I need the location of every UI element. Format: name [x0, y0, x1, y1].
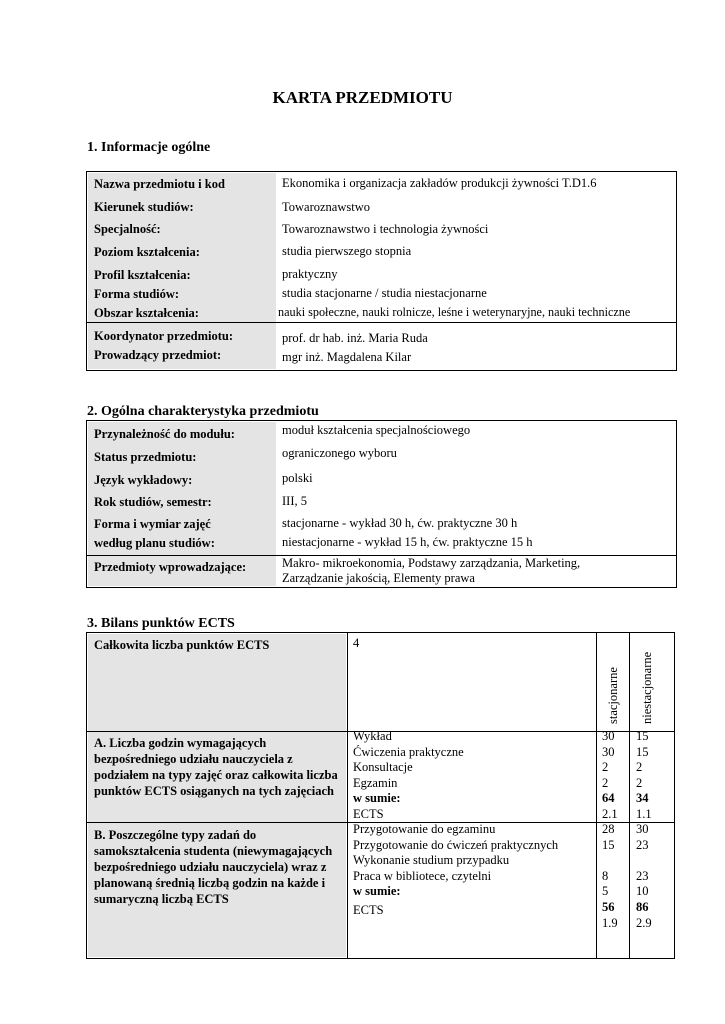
label-class-form: Forma i wymiar zajęć: [94, 517, 211, 531]
list-item: 23: [636, 837, 649, 852]
block-a-niestac: [636, 729, 652, 823]
list-item: 56: [602, 899, 615, 914]
value-prerequisites-2: Zarządzanie jakością, Elementy prawa: [282, 571, 475, 585]
value-course-name: Ekonomika i organizacja zakładów produkcji żywności T.D1.6: [282, 176, 597, 190]
list-item: Wykonanie studium przypadku: [353, 853, 510, 868]
block-a-items: [353, 729, 464, 823]
list-item: w sumie:: [353, 791, 401, 806]
value-total-ects: 4: [353, 636, 360, 650]
label-field: Kierunek studiów:: [94, 200, 194, 214]
label-study-plan: według planu studiów:: [94, 536, 215, 550]
value-coordinator: prof. dr hab. inż. Maria Ruda: [282, 331, 428, 345]
list-item: 2.9: [636, 915, 652, 930]
value-profile: praktyczny: [282, 267, 338, 281]
list-item: w sumie:: [353, 884, 401, 899]
list-item: Konsultacje: [353, 760, 413, 775]
label-module: Przynależność do modułu:: [94, 427, 235, 441]
label-area: Obszar kształcenia:: [94, 306, 199, 320]
list-item: 5: [602, 884, 609, 899]
value-level: studia pierwszego stopnia: [282, 244, 412, 258]
list-item: 86: [636, 899, 649, 914]
list-item: 15: [636, 744, 649, 759]
label-language: Język wykładowy:: [94, 473, 193, 487]
list-item: 28: [602, 822, 615, 836]
label-lecturer: Prowadzący przedmiot:: [94, 348, 222, 362]
header-stacjonarne: stacjonarne: [606, 667, 620, 724]
list-item: 2: [636, 775, 643, 790]
list-item: 15: [602, 837, 615, 852]
list-item: 64: [602, 791, 615, 806]
list-item: Praca w bibliotece, czytelni: [353, 868, 492, 883]
block-a-stac: [602, 729, 618, 823]
value-class-form-stac: stacjonarne - wykład 30 h, ćw. praktyczne 30 h: [282, 516, 518, 530]
section-2-heading: 2. Ogólna charakterystyka przedmiotu: [87, 404, 319, 419]
list-item: 30: [636, 822, 649, 836]
label-course-name: Nazwa przedmiotu i kod: [94, 177, 225, 191]
list-item: 2.1: [602, 806, 618, 821]
list-item: 2: [602, 760, 609, 775]
value-area: nauki społeczne, nauki rolnicze, leśne i weterynaryjne, nauki techniczne: [278, 305, 631, 319]
value-lecturer: mgr inż. Magdalena Kilar: [282, 350, 412, 364]
list-item: 1.1: [636, 806, 652, 821]
section-1-heading: 1. Informacje ogólne: [87, 140, 211, 155]
label-status: Status przedmiotu:: [94, 450, 197, 464]
list-item: 2: [636, 760, 643, 775]
list-item: Przygotowanie do ćwiczeń praktycznych: [353, 837, 559, 852]
document-title: KARTA PRZEDMIOTU: [272, 88, 453, 107]
value-status: ograniczonego wyboru: [282, 446, 397, 460]
list-item: Egzamin: [353, 775, 398, 790]
label-prerequisites: Przedmioty wprowadzające:: [94, 560, 247, 574]
list-item: Wykład: [353, 729, 392, 743]
list-item: 1.9: [602, 915, 618, 930]
list-item: Przygotowanie do egzaminu: [353, 822, 496, 836]
list-item: 15: [636, 729, 649, 743]
list-item: 30: [602, 729, 615, 743]
header-niestacjonarne: niestacjonarne: [640, 651, 654, 724]
list-item: 10: [636, 884, 649, 899]
block-b-stac: [602, 822, 618, 931]
label-specialty: Specjalność:: [94, 222, 161, 236]
label-block-b: B. Poszczególne typy zadań do samokształcenia studenta (niewymagających bezpośredniego udziału nauczyciela) wraz z planowaną średnią liczbą godzin na każde i sumaryczną liczbą ECTS: [94, 828, 333, 906]
value-field: Towaroznawstwo: [282, 200, 370, 214]
label-year: Rok studiów, semestr:: [94, 495, 212, 509]
label-total-ects: Całkowita liczba punktów ECTS: [94, 638, 270, 652]
list-item: Ćwiczenia praktyczne: [353, 744, 464, 759]
value-specialty: Towaroznawstwo i technologia żywności: [282, 222, 489, 236]
label-profile: Profil kształcenia:: [94, 268, 191, 282]
value-form: studia stacjonarne / studia niestacjonarne: [282, 286, 487, 300]
list-item: 2: [602, 775, 609, 790]
list-item: ECTS: [353, 902, 384, 917]
label-form: Forma studiów:: [94, 287, 180, 301]
list-item: [602, 853, 618, 869]
list-item: ECTS: [353, 806, 384, 821]
value-class-form-niestac: niestacjonarne - wykład 15 h, ćw. praktyczne 15 h: [282, 535, 533, 549]
section-3-heading: 3. Bilans punktów ECTS: [87, 616, 235, 631]
list-item: 30: [602, 744, 615, 759]
list-item: 34: [636, 791, 649, 806]
label-block-a: A. Liczba godzin wymagających bezpośredniego udziału nauczyciela z podziałem na typy zajęć oraz całkowita liczba punktów ECTS osiąganych na tych zajęciach: [94, 736, 338, 798]
block-b-niestac: [636, 822, 652, 931]
list-item: [636, 853, 652, 869]
value-year: III, 5: [282, 494, 307, 508]
value-language: polski: [282, 471, 313, 485]
value-prerequisites-1: Makro- mikroekonomia, Podstawy zarządzania, Marketing,: [282, 556, 581, 570]
block-b-items: [353, 822, 558, 919]
label-coordinator: Koordynator przedmiotu:: [94, 329, 233, 343]
value-module: moduł kształcenia specjalnościowego: [282, 423, 471, 437]
list-item: 23: [636, 868, 649, 883]
label-level: Poziom kształcenia:: [94, 245, 200, 259]
list-item: 8: [602, 868, 609, 883]
